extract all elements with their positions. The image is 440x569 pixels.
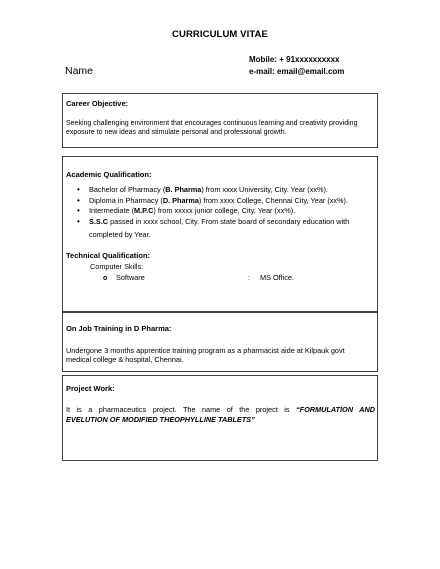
training-line-2: medical college & hospital, Chennai. [66,355,184,364]
career-objective-line-1: Seeking challenging environment that encourages continuous learning and creativity providing [66,120,358,127]
academic-continuation: completed by Year. [89,230,151,239]
training-section [62,312,378,372]
technical-qualification-heading: Technical Qualification: [66,251,151,260]
academic-item: • Diploma in Pharmacy (D. Pharma) from xxxx College, Chennai City, Year (xx%). [77,196,377,207]
mobile-number: Mobile: + 91xxxxxxxxxx [249,55,340,64]
project-line-1: It is a pharmaceutics project. The name of the project is “FORMULATION AND [66,405,375,414]
software-label: Software [116,273,145,282]
training-heading: On Job Training in D Pharma: [66,324,172,333]
career-objective-section [62,93,378,148]
training-line-1: Undergone 3 months apprentice training program as a pharmacist aide at Kilpauk govt [66,346,345,355]
academic-item: • Intermediate (M.P.C) from xxxxx junior college, City. Year (xx%). [77,206,377,217]
academic-item: • Bachelor of Pharmacy (B. Pharma) from xxxx University, City. Year (xx%). [77,185,377,196]
candidate-name: Name [65,65,94,77]
academic-item: • S.S.C passed in xxxx school, City. From state board of secondary education with [77,217,377,228]
academic-list [77,185,377,227]
software-separator: : [248,273,251,282]
page-title: CURRICULUM VITAE [172,29,268,40]
academic-qualification-section [62,156,378,312]
academic-qualification-heading: Academic Qualification: [66,170,152,179]
project-heading: Project Work: [66,384,115,393]
project-section [62,375,378,461]
email-address: e-mail: email@email.com [249,67,345,76]
project-line-2: EVELUTION OF MODIFIED THEOPHYLLINE TABLETS” [66,415,255,424]
sub-bullet-icon: o [103,275,108,282]
software-value: MS Office. [260,273,294,282]
career-objective-line-2: exposure to new ideas and stimulate personal and professional growth. [66,129,287,136]
computer-skills-label: Computer Skills: [90,262,144,271]
career-objective-heading: Career Objective: [66,99,129,108]
